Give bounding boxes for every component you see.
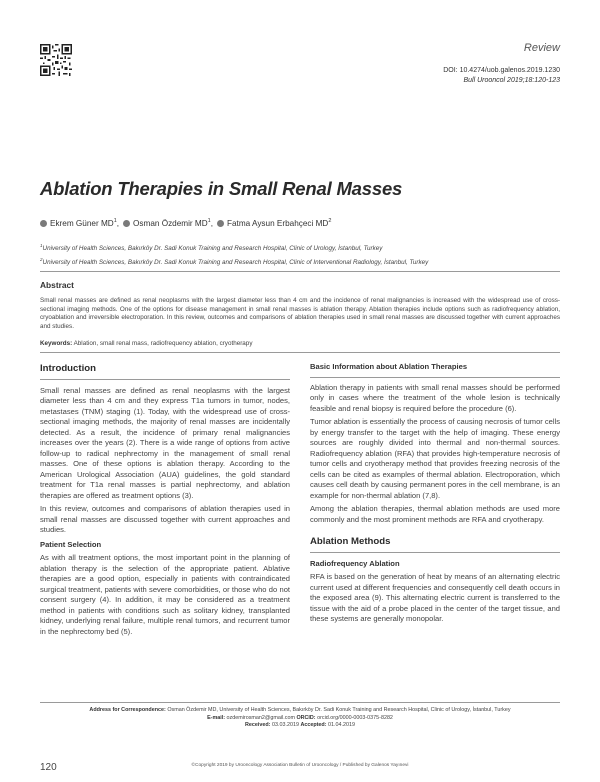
divider (40, 352, 560, 353)
orcid-icon[interactable] (40, 220, 47, 227)
paragraph: Among the ablation therapies, thermal ablation methods are used more commonly and the most prominent methods are RFA and cryotherapy. (310, 504, 560, 524)
author-name: Osman Özdemir MD (133, 219, 208, 228)
page-number: 120 (40, 762, 57, 773)
received-label: Received: (245, 722, 271, 728)
author-separator: , (116, 219, 120, 228)
paragraph: Ablation therapy in patients with small renal masses should be performed only in cases where the treatment of the whole lesion is technically feasible and renal biopsy is required before the procedure (6). (310, 382, 560, 413)
copyright: ©Copyright 2019 by Urooncology Association Bulletin of Urooncology / Published by Galenos Yayınevi (191, 763, 409, 768)
doi-block (443, 66, 560, 86)
section-heading-ablation-methods: Ablation Methods (310, 537, 560, 553)
affiliation-sup: 2 (40, 257, 43, 263)
doi[interactable]: DOI: 10.4274/uob.galenos.2019.1230 (443, 67, 560, 74)
section-heading-basic-information: Basic Information about Ablation Therapies (310, 362, 560, 378)
affiliation-sup: 1 (40, 243, 43, 248)
email-link[interactable]: ozdemirosman2@gmail.com (226, 714, 295, 721)
correspondence-text: Osman Özdemir MD, University of Health Sciences, Bakırköy Dr. Sadi Konuk Training and Research Hospital, Clinic of Urology, İstanbul, Turkey (167, 707, 511, 713)
orcid-icon[interactable] (123, 220, 130, 227)
divider (40, 702, 560, 703)
left-column (40, 362, 290, 640)
affiliation-2 (40, 254, 428, 268)
accepted-label: Accepted: (300, 722, 327, 728)
paragraph: RFA is based on the generation of heat by means of an alternating electric current used at different frequencies and consequently cell death occurs in the exposed area (9). This alternating electric current is transferred to the tissue with the aid of a probe placed in the center of the target tissue, and these systems are generally monopolar. (310, 572, 560, 623)
orcid-label: ORCID: (296, 714, 316, 721)
email-label: E-mail: (207, 714, 226, 721)
author-3 (217, 219, 331, 228)
orcid-icon[interactable] (217, 220, 224, 227)
subsection-heading-rfa: Radiofrequency Ablation (310, 558, 400, 568)
affiliations (40, 240, 428, 268)
qr-code-icon (40, 44, 72, 76)
author-separator: , (210, 219, 213, 228)
affiliation-text: University of Health Sciences, Bakırköy Dr. Sadi Konuk Training and Research Hospital, Clinic of Urology, İstanbul, Turkey (42, 245, 383, 253)
keywords (40, 340, 252, 347)
correspondence-contact (40, 715, 560, 723)
received-date: 03.03.2019 (271, 722, 299, 728)
abstract-text: Small renal masses are defined as renal neoplasms with the largest diameter less than 4 cm and the incidence of renal malignancies is increased with the widespread use of cross-sectional imaging methods. One of the options for disease management in small renal masses is ablation therapy. Ablation therapies include options such as radiofrequency ablation, cryoablation and irreversible electroporation. In this review, outcomes and comparisons of ablation therapies used in small renal masses are discussed together with current approaches and studies. (40, 297, 560, 330)
accepted-date: 01.04.2019 (328, 722, 355, 728)
author-2 (123, 219, 213, 228)
right-column (310, 362, 560, 628)
author-sup: 1 (113, 217, 117, 224)
citation: Bull Urooncol 2019;18:120-123 (463, 77, 560, 84)
spacer (310, 528, 560, 535)
paragraph: Small renal masses are defined as renal neoplasms with the largest diameter less than 4 cm and they express T1a tumors in tumor, nodes, metastases (TNM) staging (1). Today, with the widespread use of cross-sectional imaging methods, the majority of renal masses are incidentally detected. As a result, the incidence of primary renal malignancies increases over the years (2). There is a wide range of options from active follow-up to radical nephrectomy in the management of small renal masses. One of these options is ablation therapy. According to the American Urological Association (AUA) guidelines, the gold standard treatment for T1a renal masses is partial nephrectomy, and ablation therapies are offered as treatment options (3). (40, 385, 290, 500)
author-1 (40, 219, 119, 228)
author-sup: 1 (207, 217, 211, 224)
article-type-label: Review (523, 42, 560, 54)
affiliation-1 (40, 240, 428, 254)
correspondence-address (40, 707, 560, 715)
abstract-heading: Abstract (40, 280, 74, 290)
article-title: Ablation Therapies in Small Renal Masses (40, 178, 403, 199)
author-sup: 2 (328, 217, 332, 224)
subsection-heading-patient-selection: Patient Selection (40, 539, 102, 549)
keywords-text: Ablation, small renal mass, radiofrequency ablation, cryotherapy (73, 340, 253, 347)
author-list (40, 219, 335, 228)
correspondence-label: Address for Correspondence: (89, 707, 166, 713)
keywords-label: Keywords: (40, 340, 73, 347)
paragraph: As with all treatment options, the most important point in the planning of ablation therapy is the selection of the appropriate patient. Ablative therapies are a good option, especially in patients with contraindicated surgical treatment, patients with severe comorbidities, or those who do not consent surgery (4). In addition, it may be considered as a treatment method in patients with conditions such as solitary kidney, transplanted kidney, underlying renal failure, multiple renal tumors, and recurrent tumor in the nephrectomy bed (5). (40, 553, 290, 636)
author-name: Fatma Aysun Erbahçeci MD (227, 219, 329, 228)
correspondence-block (40, 707, 560, 730)
dates (40, 722, 560, 730)
affiliation-text: University of Health Sciences, Bakırköy Dr. Sadi Konuk Training and Research Hospital, Clinic of Interventional Radiology, İstanbul, Turkey (42, 259, 429, 267)
paragraph: In this review, outcomes and comparisons of ablation therapies used in small renal masses are discussed together with current approaches and studies. (40, 504, 290, 534)
section-heading-introduction: Introduction (40, 364, 290, 380)
author-name: Ekrem Güner MD (50, 219, 114, 228)
paragraph: Tumor ablation is essentially the process of causing necrosis of tumor cells by energy transfer to the target with the help of imaging. These energy sources are roughly divided into thermal and non-thermal sources. Radiofrequency ablation (RFA) that provides high-temperature necrosis of tumor cells and cryotherapy method that provides freezing necrosis of the cells can be cited as examples of thermal ablation. Electroporation, which causes cell death by causing permanent pores in the cell membrane, is an example for non-thermal ablation (7,8). (310, 417, 560, 500)
orcid-link[interactable]: orcid.org/0000-0003-0375-8282 (317, 714, 393, 721)
divider (40, 271, 560, 272)
